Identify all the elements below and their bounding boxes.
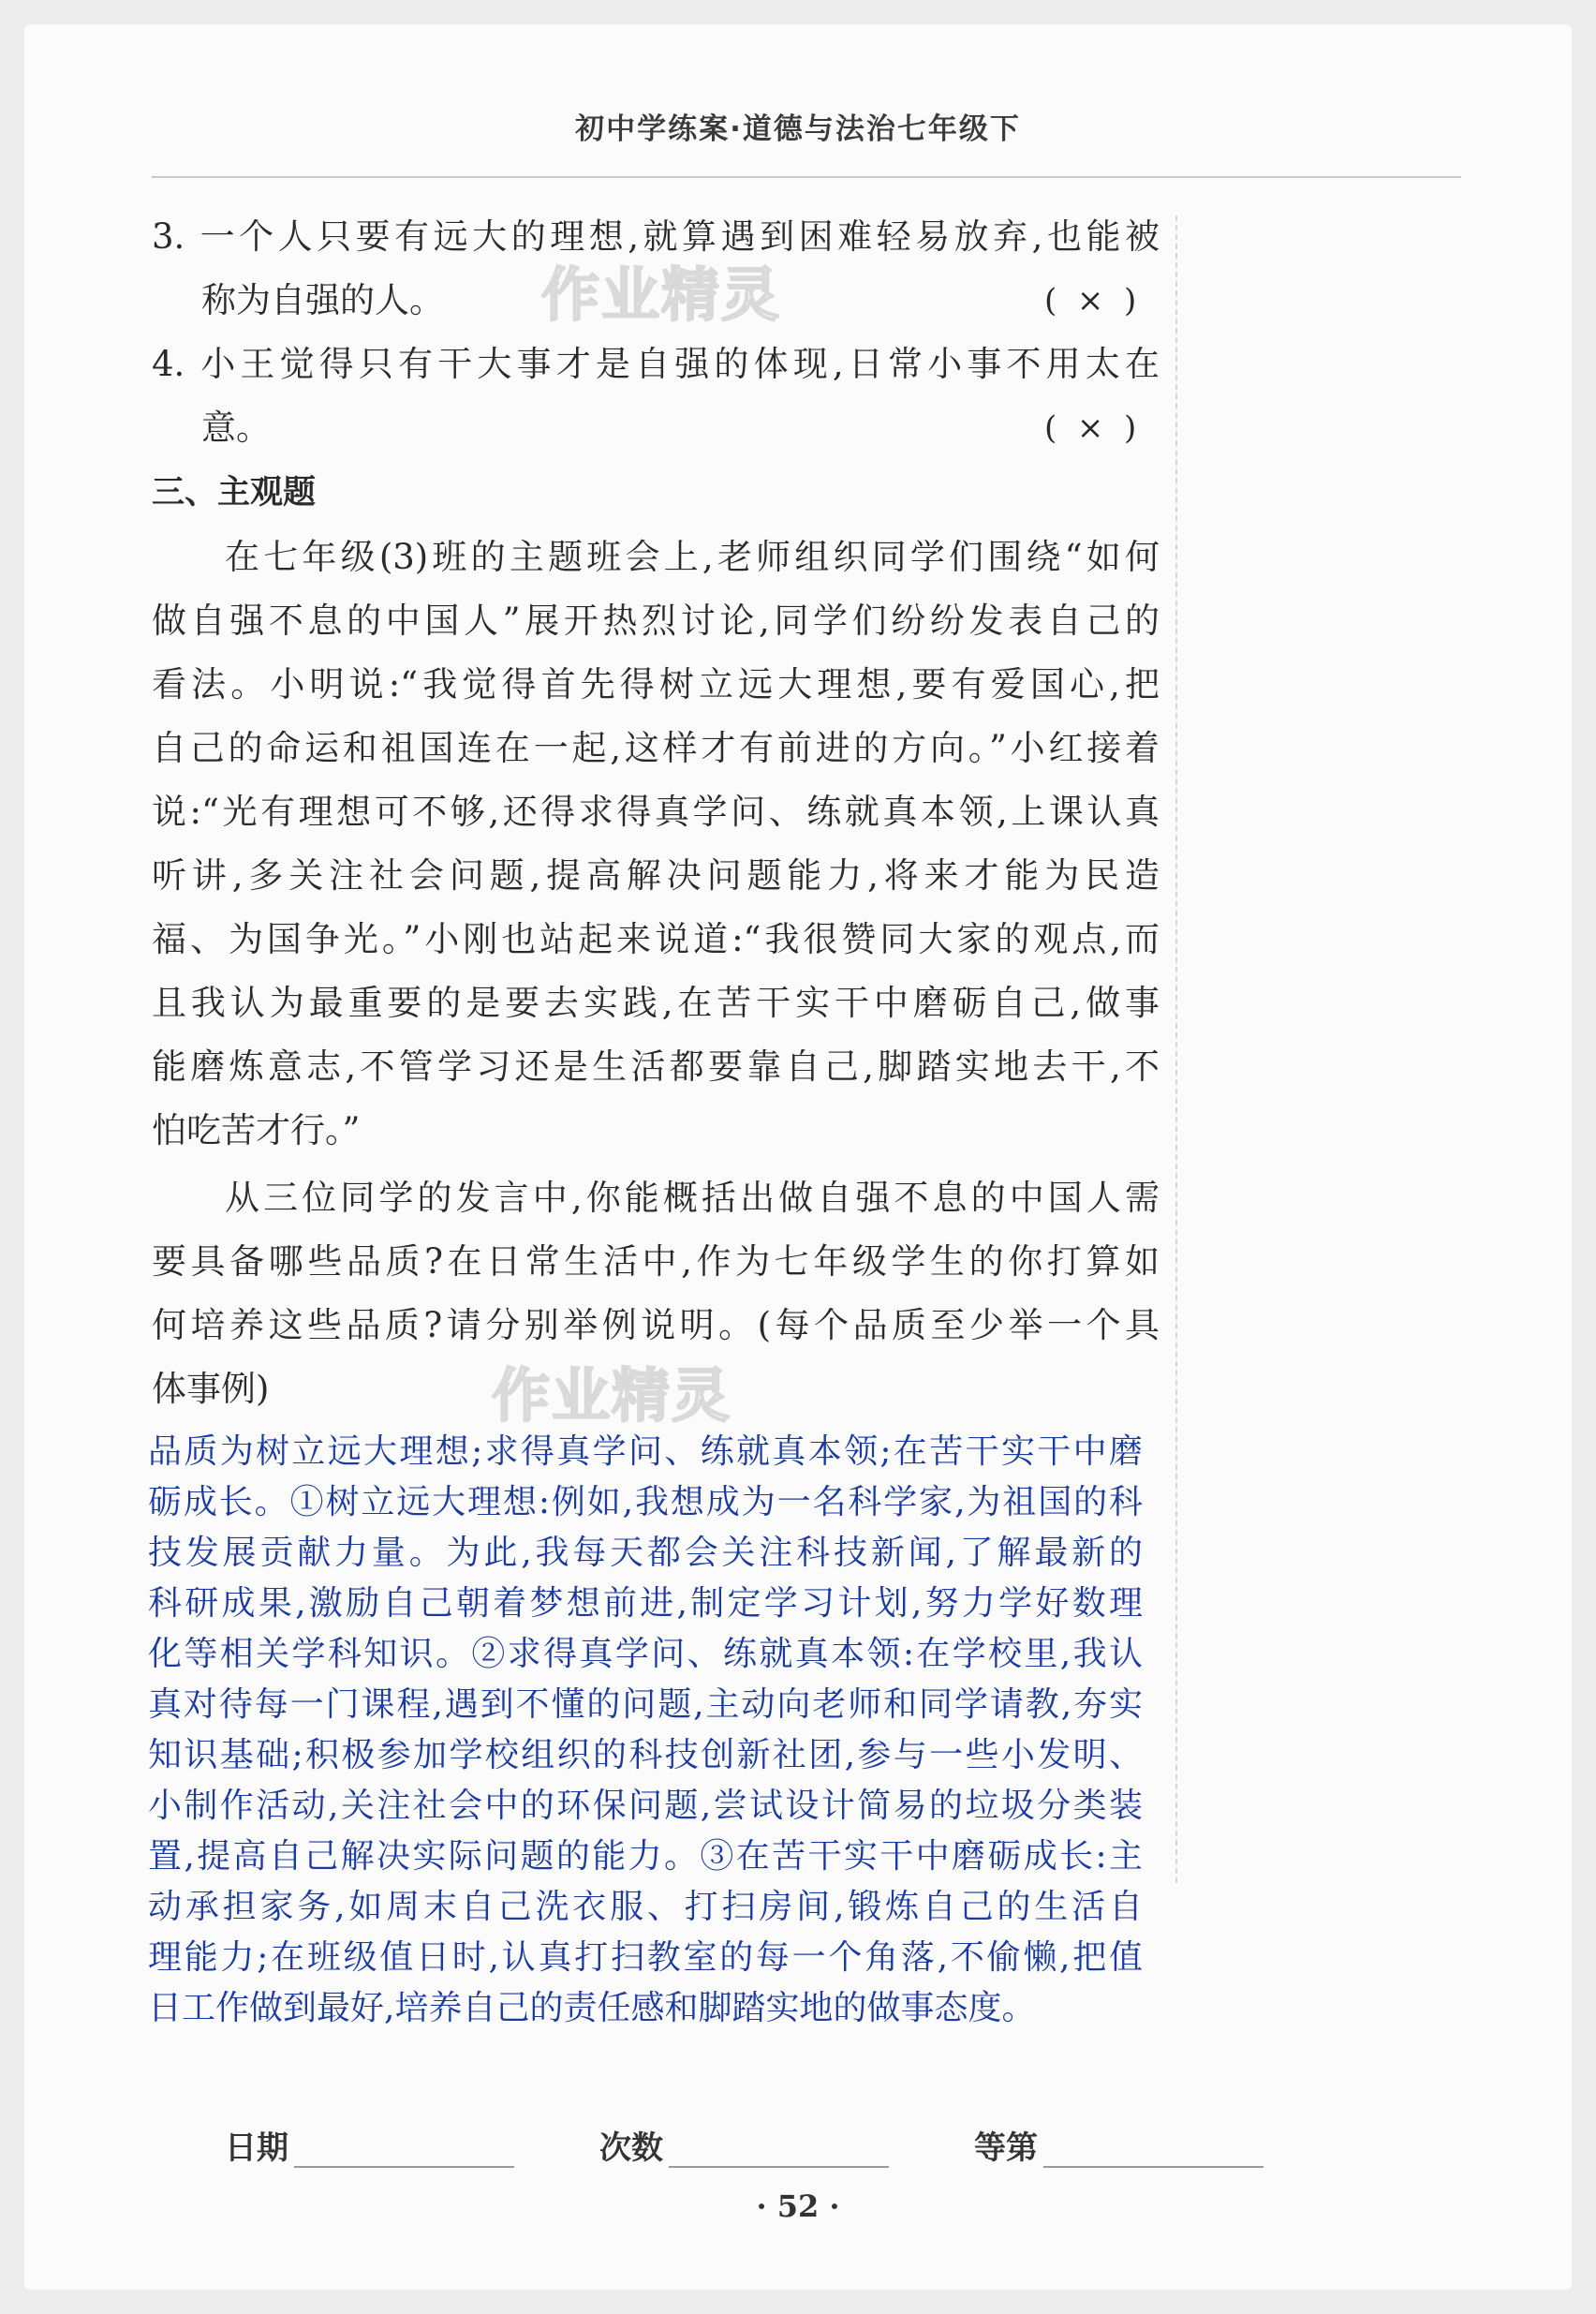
answer-line: 品质为树立远大理想;求得真学问、练就真本领;在苦干实干中磨 (148, 1432, 1143, 1471)
count-field[interactable] (599, 2122, 889, 2168)
answer-line: 科研成果,激励自己朝着梦想前进,制定学习计划,努力学好数理 (148, 1584, 1143, 1623)
margin-divider (1175, 215, 1177, 1883)
answer-line: 置,提高自己解决实际问题的能力。③在苦干实干中磨砺成长:主 (148, 1837, 1143, 1876)
question-3-line-2: 称为自强的人。 (201, 280, 444, 320)
passage-line: 怕吃苦才行。” (152, 1110, 361, 1150)
page-number: · 52 · (756, 2188, 840, 2224)
question-prompt-line: 要具备哪些品质?在日常生活中,作为七年级学生的你打算如 (152, 1241, 1160, 1282)
answer-line: 日工作做到最好,培养自己的责任感和脚踏实地的做事态度。 (148, 1989, 1036, 2027)
passage-line: 在七年级(3)班的主题班会上,老师组织同学们围绕“如何 (225, 537, 1160, 577)
answer-line: 化等相关学科知识。②求得真学问、练就真本领:在学校里,我认 (148, 1635, 1143, 1673)
question-prompt-line: 何培养这些品质?请分别举例说明。(每个品质至少举一个具 (152, 1305, 1160, 1345)
question-4-answer-mark: ( × ) (1044, 409, 1137, 447)
watermark-logo: 作业精灵 (492, 1361, 732, 1430)
watermark-logo: 作业精灵 (541, 260, 782, 329)
date-blank-line[interactable] (294, 2129, 514, 2168)
footer-record-row (0, 2122, 1596, 2178)
section-title: 三、主观题 (152, 474, 317, 512)
page-header-title: 初中学练案·道德与法治七年级下 (575, 112, 1021, 146)
date-label: 日期 (225, 2129, 288, 2167)
question-4-line-2: 意。 (201, 408, 271, 448)
count-label: 次数 (599, 2129, 663, 2167)
grade-blank-line[interactable] (1043, 2129, 1264, 2168)
date-field[interactable] (225, 2122, 514, 2168)
passage-line: 听讲,多关注社会问题,提高解决问题能力,将来才能为民造 (152, 855, 1160, 896)
count-blank-line[interactable] (669, 2129, 889, 2168)
answer-line: 动承担家务,如周末自己洗衣服、打扫房间,锻炼自己的生活自 (148, 1888, 1143, 1926)
header-divider (152, 176, 1461, 178)
passage-line: 说:“光有理想可不够,还得求得真学问、练就真本领,上课认真 (152, 792, 1160, 832)
question-prompt-line: 从三位同学的发言中,你能概括出做自强不息的中国人需 (225, 1178, 1160, 1218)
passage-line: 福、为国争光。”小刚也站起来说道:“我很赞同大家的观点,而 (152, 919, 1160, 959)
answer-line: 砺成长。①树立远大理想:例如,我想成为一名科学家,为祖国的科 (148, 1483, 1143, 1521)
passage-line: 能磨炼意志,不管学习还是生活都要靠自己,脚踏实地去干,不 (152, 1046, 1160, 1087)
answer-line: 小制作活动,关注社会中的环保问题,尝试设计简易的垃圾分类装 (148, 1787, 1143, 1825)
passage-line: 看法。小明说:“我觉得首先得树立远大理想,要有爱国心,把 (152, 664, 1160, 705)
answer-line: 真对待每一门课程,遇到不懂的问题,主动向老师和同学请教,夯实 (148, 1685, 1143, 1724)
passage-line: 做自强不息的中国人”展开热烈讨论,同学们纷纷发表自己的 (152, 601, 1160, 641)
grade-label: 等第 (974, 2129, 1038, 2167)
question-prompt-line: 体事例) (152, 1369, 270, 1409)
question-3-answer-mark: ( × ) (1044, 282, 1137, 319)
answer-line: 理能力;在班级值日时,认真打扫教室的每一个角落,不偷懒,把值 (148, 1938, 1143, 1977)
question-4-line-1: 4. 小王觉得只有干大事才是自强的体现,日常小事不用太在 (152, 344, 1160, 384)
passage-line: 且我认为最重要的是要去实践,在苦干实干中磨砺自己,做事 (152, 983, 1160, 1023)
question-3-line-1: 3. 一个人只要有远大的理想,就算遇到困难轻易放弃,也能被 (152, 216, 1160, 257)
grade-field[interactable] (974, 2122, 1264, 2168)
answer-line: 技发展贡献力量。为此,我每天都会关注科技新闻,了解最新的 (148, 1534, 1143, 1572)
passage-line: 自己的命运和祖国连在一起,这样才有前进的方向。”小红接着 (152, 728, 1160, 768)
answer-line: 知识基础;积极参加学校组织的科技创新社团,参与一些小发明、 (148, 1736, 1143, 1774)
